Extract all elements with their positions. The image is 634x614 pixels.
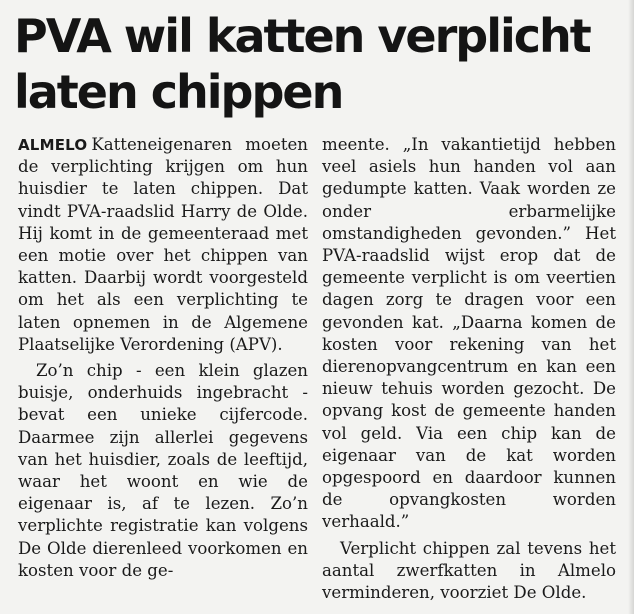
article-column-right — [322, 134, 616, 604]
paragraph-1-text: Katteneigenaren moeten de verplichting krijgen om hun huisdier te laten chippen. Dat vindt PVA-raadslid Harry de Olde. Hij komt in de gemeenteraad met een motie over het chippen van katten. Daarbij wordt voorgesteld om het als een verplichting te laten opnemen in de Algemene Plaatselijke Verordening (APV). — [18, 135, 308, 354]
article-paragraph-3: meente. „In vakantietijd hebben veel asiels hun handen vol aan gedumpte katten. Vaak worden ze onder erbarmelijke omstandigheden gevonden.” Het PVA-raadslid wijst erop dat de gemeente verplicht is om veertien dagen zorg te dragen voor een gevonden kat. „Daarna komen de kosten voor rekening van het dierenopvangcentrum en kan een nieuw tehuis worden gezocht. De opvang kost de gemeente handen vol geld. Via een chip kan de eigenaar van de kat worden opgespoord en daardoor kunnen de opvangkosten worden verhaald.” — [322, 135, 616, 532]
headline-line-2: laten chippen — [14, 65, 343, 119]
article-paragraph-1 — [18, 134, 308, 356]
scan-edge-shadow — [628, 0, 634, 614]
dateline: ALMELO — [18, 136, 88, 154]
headline-line-1: PVA wil katten verplicht — [14, 9, 590, 63]
article-column-left — [18, 134, 308, 582]
article-paragraph-4: Verplicht chippen zal tevens het aantal zwerfkatten in Almelo verminderen, voorziet De Olde. — [322, 538, 616, 603]
article-paragraph-2: Zo’n chip - een klein glazen buisje, onderhuids ingebracht - bevat een unieke cijfercode. Daarmee zijn allerlei gegevens van het huisdier, zoals de leeftijd, waar het woont en wie de eigenaar is, af te lezen. Zo’n verplichte registratie kan volgens De Olde dierenleed voorkomen en kosten voor de ge- — [18, 361, 308, 580]
article-headline — [14, 8, 624, 120]
